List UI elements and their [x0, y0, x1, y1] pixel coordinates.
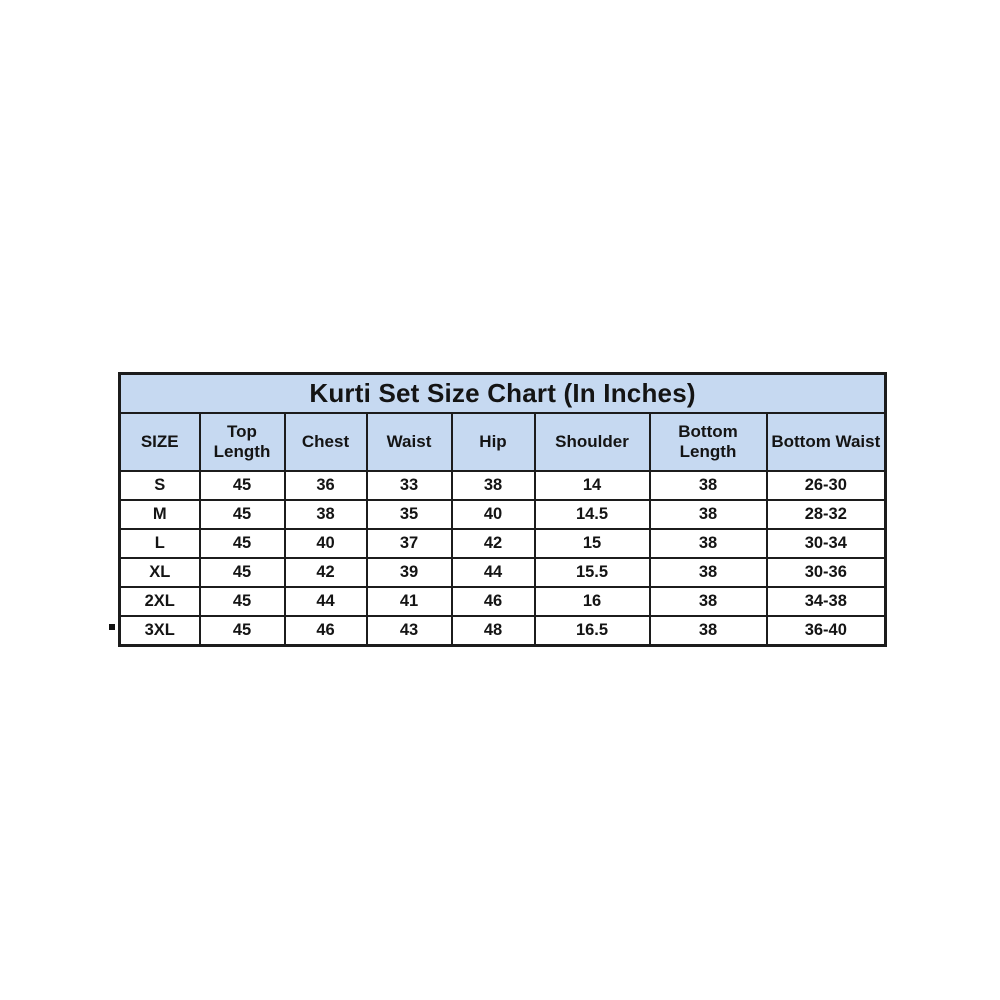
measurement-value: 38 — [650, 616, 767, 646]
chart-title: Kurti Set Size Chart (In Inches) — [120, 374, 886, 414]
title-row — [120, 374, 886, 414]
measurement-value: 44 — [285, 587, 367, 616]
size-label: XL — [120, 558, 200, 587]
measurement-value: 42 — [452, 529, 535, 558]
table-row-2xl — [120, 587, 886, 616]
measurement-value: 14.5 — [535, 500, 650, 529]
measurement-value: 14 — [535, 471, 650, 500]
measurement-value: 34-38 — [767, 587, 886, 616]
measurement-value: 28-32 — [767, 500, 886, 529]
measurement-value: 45 — [200, 529, 285, 558]
measurement-value: 16.5 — [535, 616, 650, 646]
measurement-value: 45 — [200, 616, 285, 646]
measurement-value: 45 — [200, 500, 285, 529]
measurement-value: 42 — [285, 558, 367, 587]
column-header-top-length: Top Length — [200, 413, 285, 471]
measurement-value: 38 — [452, 471, 535, 500]
measurement-value: 38 — [650, 529, 767, 558]
corner-artifact-mark — [109, 624, 115, 630]
size-label: 3XL — [120, 616, 200, 646]
measurement-value: 30-36 — [767, 558, 886, 587]
size-label: L — [120, 529, 200, 558]
measurement-value: 48 — [452, 616, 535, 646]
measurement-value: 38 — [650, 500, 767, 529]
measurement-value: 46 — [452, 587, 535, 616]
measurement-value: 44 — [452, 558, 535, 587]
measurement-value: 39 — [367, 558, 452, 587]
measurement-value: 33 — [367, 471, 452, 500]
table-row-l — [120, 529, 886, 558]
column-header-bottom-length: Bottom Length — [650, 413, 767, 471]
measurement-value: 41 — [367, 587, 452, 616]
measurement-value: 36-40 — [767, 616, 886, 646]
measurement-value: 30-34 — [767, 529, 886, 558]
column-header-hip: Hip — [452, 413, 535, 471]
table-row-m — [120, 500, 886, 529]
measurement-value: 36 — [285, 471, 367, 500]
measurement-value: 43 — [367, 616, 452, 646]
measurement-value: 38 — [650, 587, 767, 616]
size-label: M — [120, 500, 200, 529]
column-header-bottom-waist: Bottom Waist — [767, 413, 886, 471]
table-body — [120, 471, 886, 646]
measurement-value: 26-30 — [767, 471, 886, 500]
size-chart-table — [118, 372, 887, 647]
column-header-shoulder: Shoulder — [535, 413, 650, 471]
measurement-value: 46 — [285, 616, 367, 646]
table-head — [120, 374, 886, 472]
measurement-value: 15.5 — [535, 558, 650, 587]
measurement-value: 40 — [285, 529, 367, 558]
measurement-value: 45 — [200, 558, 285, 587]
size-label: 2XL — [120, 587, 200, 616]
size-label: S — [120, 471, 200, 500]
measurement-value: 38 — [650, 471, 767, 500]
measurement-value: 37 — [367, 529, 452, 558]
measurement-value: 45 — [200, 587, 285, 616]
table-row-3xl — [120, 616, 886, 646]
measurement-value: 16 — [535, 587, 650, 616]
table-row-xl — [120, 558, 886, 587]
column-header-size: SIZE — [120, 413, 200, 471]
table-row-s — [120, 471, 886, 500]
measurement-value: 38 — [650, 558, 767, 587]
measurement-value: 15 — [535, 529, 650, 558]
size-chart — [118, 372, 887, 647]
measurement-value: 45 — [200, 471, 285, 500]
measurement-value: 40 — [452, 500, 535, 529]
column-header-waist: Waist — [367, 413, 452, 471]
column-header-chest: Chest — [285, 413, 367, 471]
measurement-value: 38 — [285, 500, 367, 529]
header-row — [120, 413, 886, 471]
measurement-value: 35 — [367, 500, 452, 529]
